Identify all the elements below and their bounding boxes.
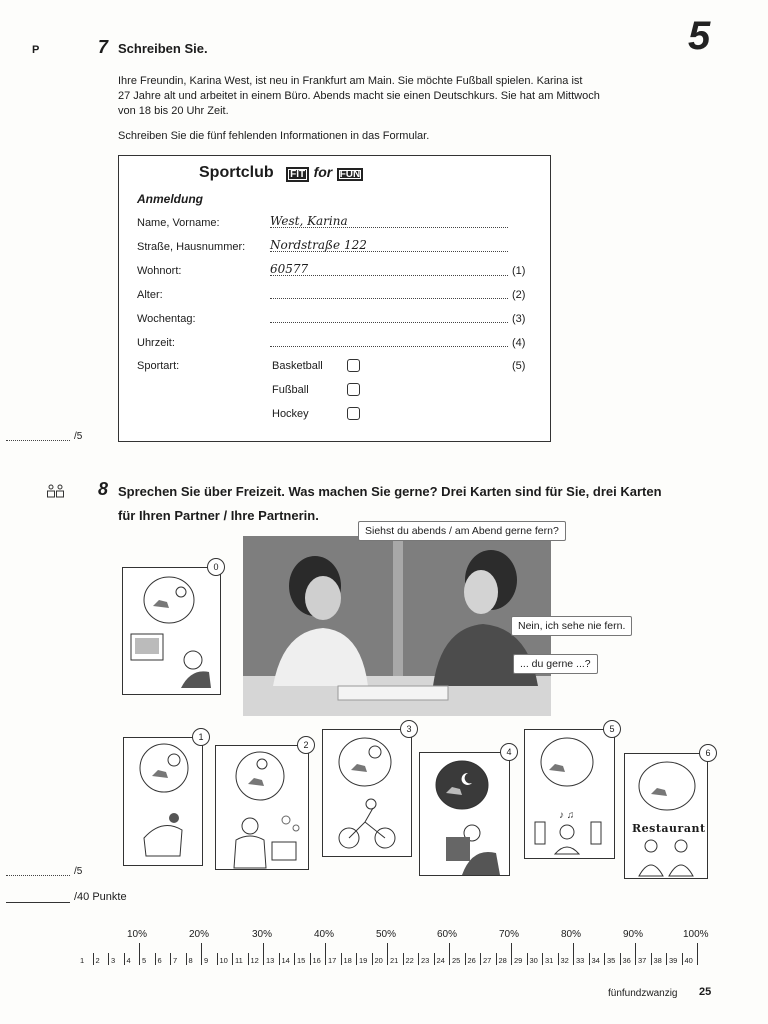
ruler-tick-label: 5 (142, 956, 147, 965)
task-8-number: 8 (98, 479, 109, 499)
ruler-tick (124, 953, 125, 965)
ruler-tick (666, 953, 667, 965)
ruler-tick-label: 38 (653, 956, 662, 965)
reading-at-night-icon (420, 753, 509, 875)
card-1 (123, 737, 203, 866)
label-street: Straße, Hausnummer: (137, 241, 246, 253)
card-5 (524, 729, 615, 859)
pct-70: 70% (499, 929, 520, 940)
card-number-5: 5 (603, 720, 621, 738)
ruler-tick-label: 7 (173, 956, 178, 965)
ruler-tick (697, 943, 698, 965)
ruler-tick (294, 953, 295, 965)
progress-percent-labels (0, 929, 768, 943)
total-line (6, 902, 70, 903)
label-sport: Sportart: (137, 360, 180, 372)
ruler-tick (496, 953, 497, 965)
ruler-tick-label: 37 (638, 956, 647, 965)
ruler-tick-label: 3 (111, 956, 116, 965)
ruler-tick-label: 27 (483, 956, 492, 965)
pair-work-icon (46, 484, 66, 503)
task-7-title: Schreiben Sie. (118, 41, 208, 56)
ruler-tick (573, 943, 574, 965)
pct-40: 40% (314, 929, 335, 940)
cooking-icon (216, 746, 308, 869)
score-7: /5 (74, 431, 83, 442)
ruler-tick-label: 19 (359, 956, 368, 965)
speech-bubble-prompt: ... du gerne ...? (513, 654, 598, 674)
card-number-4: 4 (500, 743, 518, 761)
speech-bubble-question: Siehst du abends / am Abend gerne fern? (358, 521, 566, 541)
listening-music-icon (525, 730, 614, 858)
ruler-tick-label: 10 (219, 956, 228, 965)
ruler-tick (651, 953, 652, 965)
num-4: (4) (512, 337, 526, 349)
ruler-tick (232, 953, 233, 965)
task-7-intro (118, 74, 678, 119)
pct-50: 50% (376, 929, 397, 940)
ruler-tick-label: 34 (591, 956, 600, 965)
ruler-tick-label: 8 (188, 956, 193, 965)
label-age: Alter: (137, 289, 163, 301)
ruler-tick (248, 953, 249, 965)
field-weekday[interactable] (270, 310, 508, 323)
field-city (270, 260, 508, 276)
ruler-tick (279, 953, 280, 965)
intro-line: von 18 bis 20 Uhr Zeit. (118, 105, 229, 117)
ruler-tick (372, 953, 373, 965)
photo-illustration (243, 536, 551, 716)
ruler-tick-label: 11 (235, 956, 243, 965)
score-8: /5 (74, 866, 83, 877)
card-0 (122, 567, 221, 695)
ruler-tick (635, 943, 636, 965)
ruler-tick-label: 21 (390, 956, 399, 965)
ruler-tick (418, 953, 419, 965)
ruler-tick (387, 943, 388, 965)
ruler-tick (511, 943, 512, 965)
ruler-tick (108, 953, 109, 965)
ruler-tick-label: 32 (560, 956, 569, 965)
form-title-row (199, 164, 363, 182)
ruler-tick (356, 953, 357, 965)
ruler-tick (449, 943, 450, 965)
ruler-tick-label: 9 (204, 956, 209, 965)
card-number-2: 2 (297, 736, 315, 754)
ruler-tick-label: 25 (452, 956, 461, 965)
total-points: /40 Punkte (74, 891, 127, 903)
label-time: Uhrzeit: (137, 337, 175, 349)
ruler-tick (620, 953, 621, 965)
pct-30: 30% (252, 929, 273, 940)
ruler-tick (403, 953, 404, 965)
cycling-icon (323, 730, 411, 856)
form-subtitle: Anmeldung (137, 192, 203, 206)
ruler-tick (558, 953, 559, 965)
checkbox-hockey[interactable] (347, 407, 360, 420)
card-number-1: 1 (192, 728, 210, 746)
ruler-tick-label: 4 (126, 956, 131, 965)
progress-ruler (78, 943, 698, 969)
value-name: West, Karina (270, 214, 348, 228)
ruler-tick-label: 22 (405, 956, 414, 965)
field-street (270, 236, 508, 252)
ruler-tick (263, 943, 264, 965)
ruler-tick-label: 17 (328, 956, 337, 965)
ruler-tick (310, 953, 311, 965)
ruler-tick-label: 12 (250, 956, 259, 965)
num-1: (1) (512, 265, 526, 277)
ruler-tick (465, 953, 466, 965)
ruler-tick-label: 26 (467, 956, 476, 965)
value-street: Nordstraße 122 (270, 238, 367, 252)
ruler-tick-label: 14 (281, 956, 290, 965)
sport-option-basketball: Basketball (272, 360, 323, 372)
card-3 (322, 729, 412, 857)
ruler-tick (93, 953, 94, 965)
ruler-tick-label: 29 (514, 956, 523, 965)
card-number-0: 0 (207, 558, 225, 576)
ruler-tick (170, 953, 171, 965)
ruler-tick-label: 24 (436, 956, 445, 965)
pct-80: 80% (561, 929, 582, 940)
registration-form (118, 155, 551, 442)
card-number-3: 3 (400, 720, 418, 738)
pct-100: 100% (683, 929, 709, 940)
num-3: (3) (512, 313, 526, 325)
ruler-tick-label: 35 (607, 956, 616, 965)
tv-watching-icon (123, 568, 220, 694)
restaurant-sign: Restaurant (632, 822, 706, 835)
corner-letter: P (32, 44, 40, 56)
field-name (270, 212, 508, 228)
card-6 (624, 753, 708, 879)
ruler-tick-label: 20 (374, 956, 383, 965)
ruler-tick (341, 953, 342, 965)
pct-20: 20% (189, 929, 210, 940)
ruler-tick (480, 953, 481, 965)
num-2: (2) (512, 289, 526, 301)
checkbox-football[interactable] (347, 383, 360, 396)
checkbox-basketball[interactable] (347, 359, 360, 372)
card-2 (215, 745, 309, 870)
page-number: 25 (699, 986, 712, 998)
task-8-title-line1: Sprechen Sie über Freizeit. Was machen Sie gerne? Drei Karten sind für Sie, drei Karten (118, 484, 662, 499)
task-7-instruction: Schreiben Sie die fünf fehlenden Informationen in das Formular. (118, 130, 430, 142)
sport-option-football: Fußball (272, 384, 309, 396)
pair-work-icon-svg (46, 484, 66, 498)
logo-fun: FUN (337, 168, 364, 181)
speech-bubble-answer: Nein, ich sehe nie fern. (511, 616, 632, 636)
card-4 (419, 752, 510, 876)
sport-option-hockey: Hockey (272, 408, 309, 420)
intro-line: Ihre Freundin, Karina West, ist neu in Frankfurt am Main. Sie möchte Fußball spielen. Karina ist (118, 75, 583, 87)
photo-two-women-talking (243, 536, 551, 716)
ruler-tick-label: 39 (669, 956, 678, 965)
svg-text:♪ ♫: ♪ ♫ (559, 810, 575, 821)
ruler-tick-label: 30 (529, 956, 538, 965)
form-title: Sportclub (199, 164, 274, 181)
pct-10: 10% (127, 929, 148, 940)
footer-word: fünfundzwanzig (608, 988, 678, 999)
task-8-title-line2: für Ihren Partner / Ihre Partnerin. (118, 508, 319, 523)
ruler-tick-label: 16 (312, 956, 321, 965)
ruler-tick (217, 953, 218, 965)
ruler-tick (155, 953, 156, 965)
ruler-tick (434, 953, 435, 965)
value-city: 60577 (270, 262, 309, 276)
ruler-tick-label: 28 (498, 956, 507, 965)
label-name: Name, Vorname: (137, 217, 220, 229)
ruler-tick-label: 2 (95, 956, 100, 965)
ruler-tick (589, 953, 590, 965)
ruler-tick (527, 953, 528, 965)
ruler-tick-label: 23 (421, 956, 430, 965)
restaurant-icon (625, 754, 707, 878)
card-number-6: 6 (699, 744, 717, 762)
task-7-number: 7 (98, 37, 109, 57)
ruler-tick-label: 40 (684, 956, 693, 965)
ruler-tick-label: 6 (157, 956, 162, 965)
label-city: Wohnort: (137, 265, 182, 277)
ruler-tick-label: 36 (622, 956, 631, 965)
gardening-icon (124, 738, 202, 865)
ruler-tick-label: 31 (545, 956, 554, 965)
label-weekday: Wochentag: (137, 313, 196, 325)
logo-fit: FIT (286, 167, 309, 182)
field-age[interactable] (270, 286, 508, 299)
ruler-tick-label: 18 (343, 956, 352, 965)
num-5: (5) (512, 360, 526, 372)
ruler-tick-label: 13 (266, 956, 275, 965)
ruler-tick-label: 33 (576, 956, 585, 965)
ruler-tick (186, 953, 187, 965)
ruler-tick-label: 15 (297, 956, 306, 965)
logo-for: for (313, 164, 333, 180)
score-line-7 (6, 432, 70, 441)
unit-number: 5 (688, 14, 711, 58)
ruler-tick (139, 943, 140, 965)
field-time[interactable] (270, 334, 508, 347)
pct-60: 60% (437, 929, 458, 940)
score-line-8 (6, 867, 70, 876)
ruler-tick (325, 943, 326, 965)
ruler-tick (604, 953, 605, 965)
pct-90: 90% (623, 929, 644, 940)
ruler-tick-label: 1 (80, 956, 85, 965)
intro-line: 27 Jahre alt und arbeitet in einem Büro. Abends macht sie einen Deutschkurs. Sie hat am Mittwoch (118, 90, 600, 102)
ruler-tick (201, 943, 202, 965)
ruler-tick (682, 953, 683, 965)
ruler-tick (542, 953, 543, 965)
